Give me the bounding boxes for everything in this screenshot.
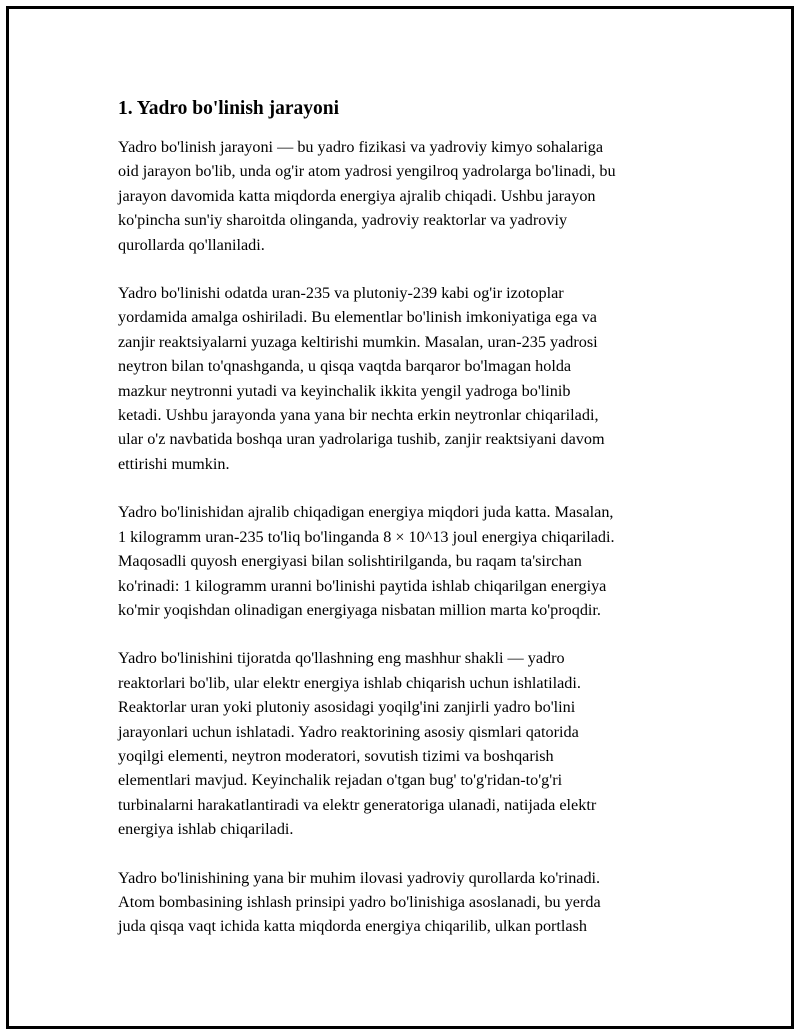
text-line: jarayon davomida katta miqdorda energiya ajralib chiqadi. Ushbu jarayon — [118, 186, 596, 205]
text-line: ettirishi mumkin. — [118, 454, 230, 473]
text-line: ko'pincha sun'iy sharoitda olinganda, yadroviy reaktorlar va yadroviy — [118, 211, 568, 230]
paragraph-2 — [118, 281, 698, 476]
paragraph-4 — [118, 646, 698, 841]
document-content — [118, 97, 698, 963]
text-line: Yadro bo'linishini tijoratda qo'llashning eng mashhur shakli — yadro — [118, 649, 565, 668]
paragraph-1 — [118, 135, 698, 257]
text-line: ular o'z navbatida boshqa uran yadrolariga tushib, zanjir reaktsiyani davom — [118, 430, 605, 449]
text-line: jarayonlari uchun ishlatadi. Yadro reaktorining asosiy qismlari qatorida — [118, 722, 579, 741]
text-line: ketadi. Ushbu jarayonda yana yana bir nechta erkin neytronlar chiqariladi, — [118, 406, 599, 425]
text-line: Atom bombasining ishlash prinsipi yadro bo'linishiga asoslanadi, bu yerda — [118, 892, 601, 911]
text-line: yordamida amalga oshiriladi. Bu elementlar bo'linish imkoniyatiga ega va — [118, 308, 597, 327]
text-line: Yadro bo'linish jarayoni — bu yadro fizikasi va yadroviy kimyo sohalariga — [118, 138, 604, 156]
text-line: Yadro bo'linishining yana bir muhim ilovasi yadroviy qurollarda ko'rinadi. — [118, 868, 601, 887]
text-line: Yadro bo'linishi odatda uran-235 va plutoniy-239 kabi og'ir izotoplar — [118, 284, 564, 303]
text-line: juda qisqa vaqt ichida katta miqdorda energiya chiqarilib, ulkan portlash — [118, 917, 588, 936]
text-line: mazkur neytronni yutadi va keyinchalik ikkita yengil yadroga bo'linib — [118, 381, 571, 400]
text-line: ko'mir yoqishdan olinadigan energiyaga nisbatan million marta ko'proqdir. — [118, 600, 601, 619]
text-line: 1 kilogramm uran-235 to'liq bo'linganda 8 × 10^13 joul energiya chiqariladi. — [118, 527, 615, 546]
text-line: neytron bilan to'qnashganda, u qisqa vaqtda barqaror bo'lmagan holda — [118, 357, 572, 376]
text-line: reaktorlari bo'lib, ular elektr energiya ishlab chiqarish uchun ishlatiladi. — [118, 673, 581, 692]
text-line: ko'rinadi: 1 kilogramm uranni bo'linishi paytida ishlab chiqarilgan energiya — [118, 576, 607, 595]
document-page — [6, 6, 794, 1029]
text-line: oid jarayon bo'lib, unda og'ir atom yadrosi yengilroq yadrolarga bo'linadi, bu — [118, 162, 616, 181]
text-line: Yadro bo'linishidan ajralib chiqadigan energiya miqdori juda katta. Masalan, — [118, 503, 614, 522]
paragraph-5 — [118, 866, 698, 939]
text-line: qurollarda qo'llaniladi. — [118, 235, 265, 254]
section-title: 1. Yadro bo'linish jarayoni — [118, 98, 340, 119]
text-line: zanjir reaktsiyalarni yuzaga keltirishi mumkin. Masalan, uran-235 yadrosi — [118, 332, 598, 351]
paragraph-3 — [118, 500, 698, 622]
text-line: Maqosadli quyosh energiyasi bilan solishtirilganda, bu raqam ta'sirchan — [118, 552, 582, 571]
text-line: turbinalarni harakatlantiradi va elektr generatoriga ulanadi, natijada elektr — [118, 795, 597, 814]
text-line: elementlari mavjud. Keyinchalik rejadan o'tgan bug' to'g'ridan-to'g'ri — [118, 771, 563, 790]
text-line: yoqilgi elementi, neytron moderatori, sovutish tizimi va boshqarish — [118, 746, 554, 765]
text-line: energiya ishlab chiqariladi. — [118, 820, 294, 839]
text-line: Reaktorlar uran yoki plutoniy asosidagi yoqilg'ini zanjirli yadro bo'lini — [118, 698, 576, 717]
